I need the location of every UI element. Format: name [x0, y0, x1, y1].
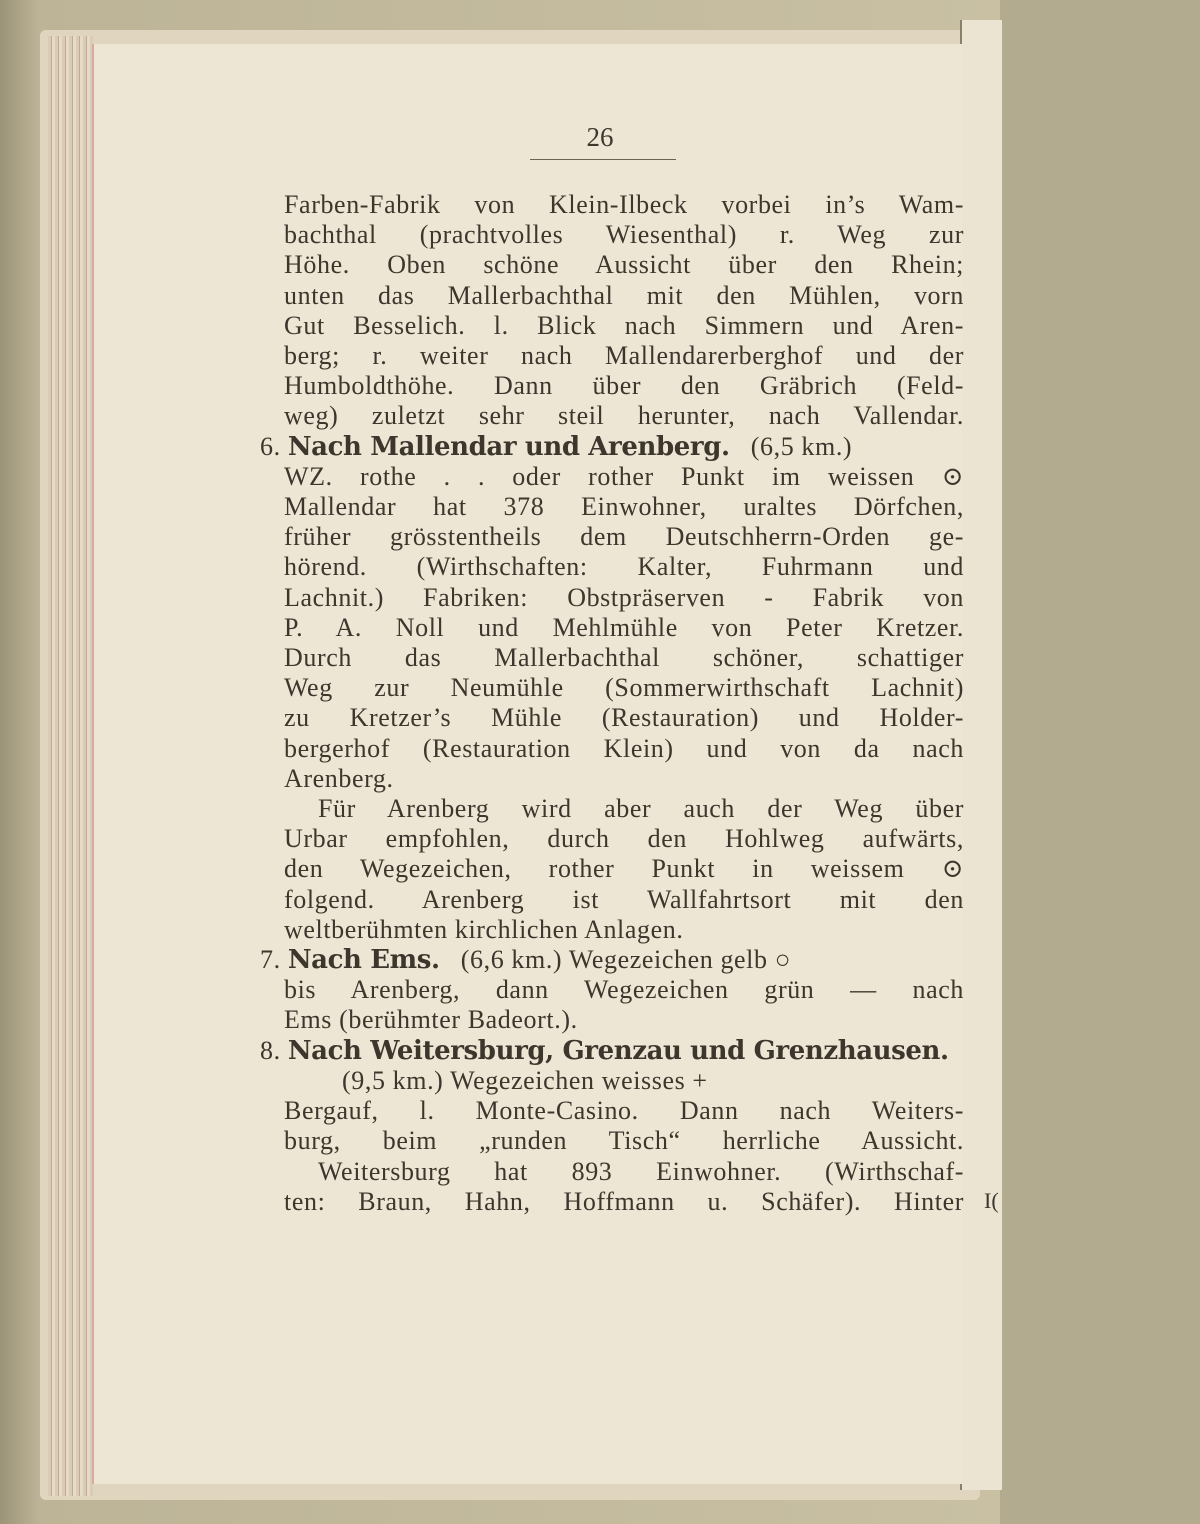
- text-line: Ems (berühmter Badeort.).: [284, 1005, 578, 1035]
- page-number-rule: [530, 159, 676, 160]
- text-line: Farben-Fabrik von Klein-Ilbeck vorbei in’s Wam-: [284, 190, 964, 219]
- text-line: bachthal (prachtvolles Wiesenthal) r. Weg zur: [284, 220, 964, 250]
- text-line: Durch das Mallerbachthal schöner, schattiger: [284, 643, 964, 673]
- text-line: Für Arenberg wird aber auch der Weg über: [318, 794, 964, 824]
- text-line: Gut Besselich. l. Blick nach Simmern und Aren-: [284, 310, 964, 340]
- route-heading-8: [260, 1036, 964, 1066]
- text-line: Humboldthöhe. Dann über den Gräbrich (Feld-: [284, 371, 964, 401]
- text-line: unten das Mallerbachthal mit den Mühlen, vorn: [284, 280, 964, 310]
- text-line: Höhe. Oben schöne Aussicht über den Rhein;: [284, 250, 964, 280]
- text-line: folgend. Arenberg ist Wallfahrtsort mit den: [284, 884, 964, 914]
- text-line: Arenberg.: [284, 763, 394, 793]
- route-title: Nach Mallendar und Arenberg.: [287, 431, 730, 462]
- route-heading-6: [260, 432, 964, 462]
- text-line: bis Arenberg, dann Wegezeichen grün — nach: [284, 975, 964, 1005]
- page-stack-edges: [48, 36, 93, 1496]
- text-line: weltberühmten kirchlichen Anlagen.: [284, 914, 684, 944]
- text-line: zu Kretzer’s Mühle (Restauration) und Holder-: [284, 703, 964, 733]
- route-title: Nach Weitersburg, Grenzau und Grenzhausen.: [287, 1035, 949, 1066]
- route-title: Nach Ems.: [287, 945, 440, 976]
- route-distance: (6,6 km.) Wegezeichen gelb ○: [460, 945, 792, 975]
- text-line: Bergauf, l. Monte-Casino. Dann nach Weiters-: [284, 1096, 964, 1126]
- text-line: burg, beim „runden Tisch“ herrliche Aussicht.: [284, 1126, 964, 1156]
- text-line: bergerhof (Restauration Klein) und von da nach: [284, 733, 964, 763]
- text-line: WZ. rothe . . oder rother Punkt im weissen ⊙: [284, 461, 964, 491]
- next-page-edge: [960, 20, 1002, 1490]
- text-line: hörend. (Wirthschaften: Kalter, Fuhrmann und: [284, 552, 964, 582]
- route-heading-7: [260, 945, 964, 975]
- text-line: P. A. Noll und Mehlmühle von Peter Kretzer.: [284, 612, 964, 642]
- text-line: früher grösstentheils dem Deutschherrn-Orden ge-: [284, 522, 964, 552]
- text-line: Mallendar hat 378 Einwohner, uraltes Dörfchen,: [284, 492, 964, 522]
- text-line: Weitersburg hat 893 Einwohner. (Wirthschaf-: [318, 1156, 964, 1186]
- page-text: [260, 190, 964, 1217]
- route-number: 7.: [260, 945, 281, 975]
- route-number: 6.: [260, 431, 281, 461]
- text-line: Lachnit.) Fabriken: Obstpräserven - Fabrik von: [284, 582, 964, 612]
- text-line: (9,5 km.) Wegezeichen weisses +: [342, 1065, 708, 1095]
- next-page-fragment: I(: [984, 1188, 999, 1213]
- text-line: ten: Braun, Hahn, Hoffmann u. Schäfer). Hinter: [284, 1186, 964, 1216]
- route-number: 8.: [260, 1035, 281, 1065]
- text-line: Urbar empfohlen, durch den Hohlweg aufwärts,: [284, 824, 964, 854]
- text-line: berg; r. weiter nach Mallendarerberghof und der: [284, 341, 964, 371]
- text-line: den Wegezeichen, rother Punkt in weissem ⊙: [284, 854, 964, 884]
- page-number: 26: [586, 122, 614, 152]
- text-line: weg) zuletzt sehr steil herunter, nach Vallendar.: [284, 401, 964, 431]
- route-distance: (6,5 km.): [750, 431, 853, 461]
- text-line: Weg zur Neumühle (Sommerwirthschaft Lachnit): [284, 673, 964, 703]
